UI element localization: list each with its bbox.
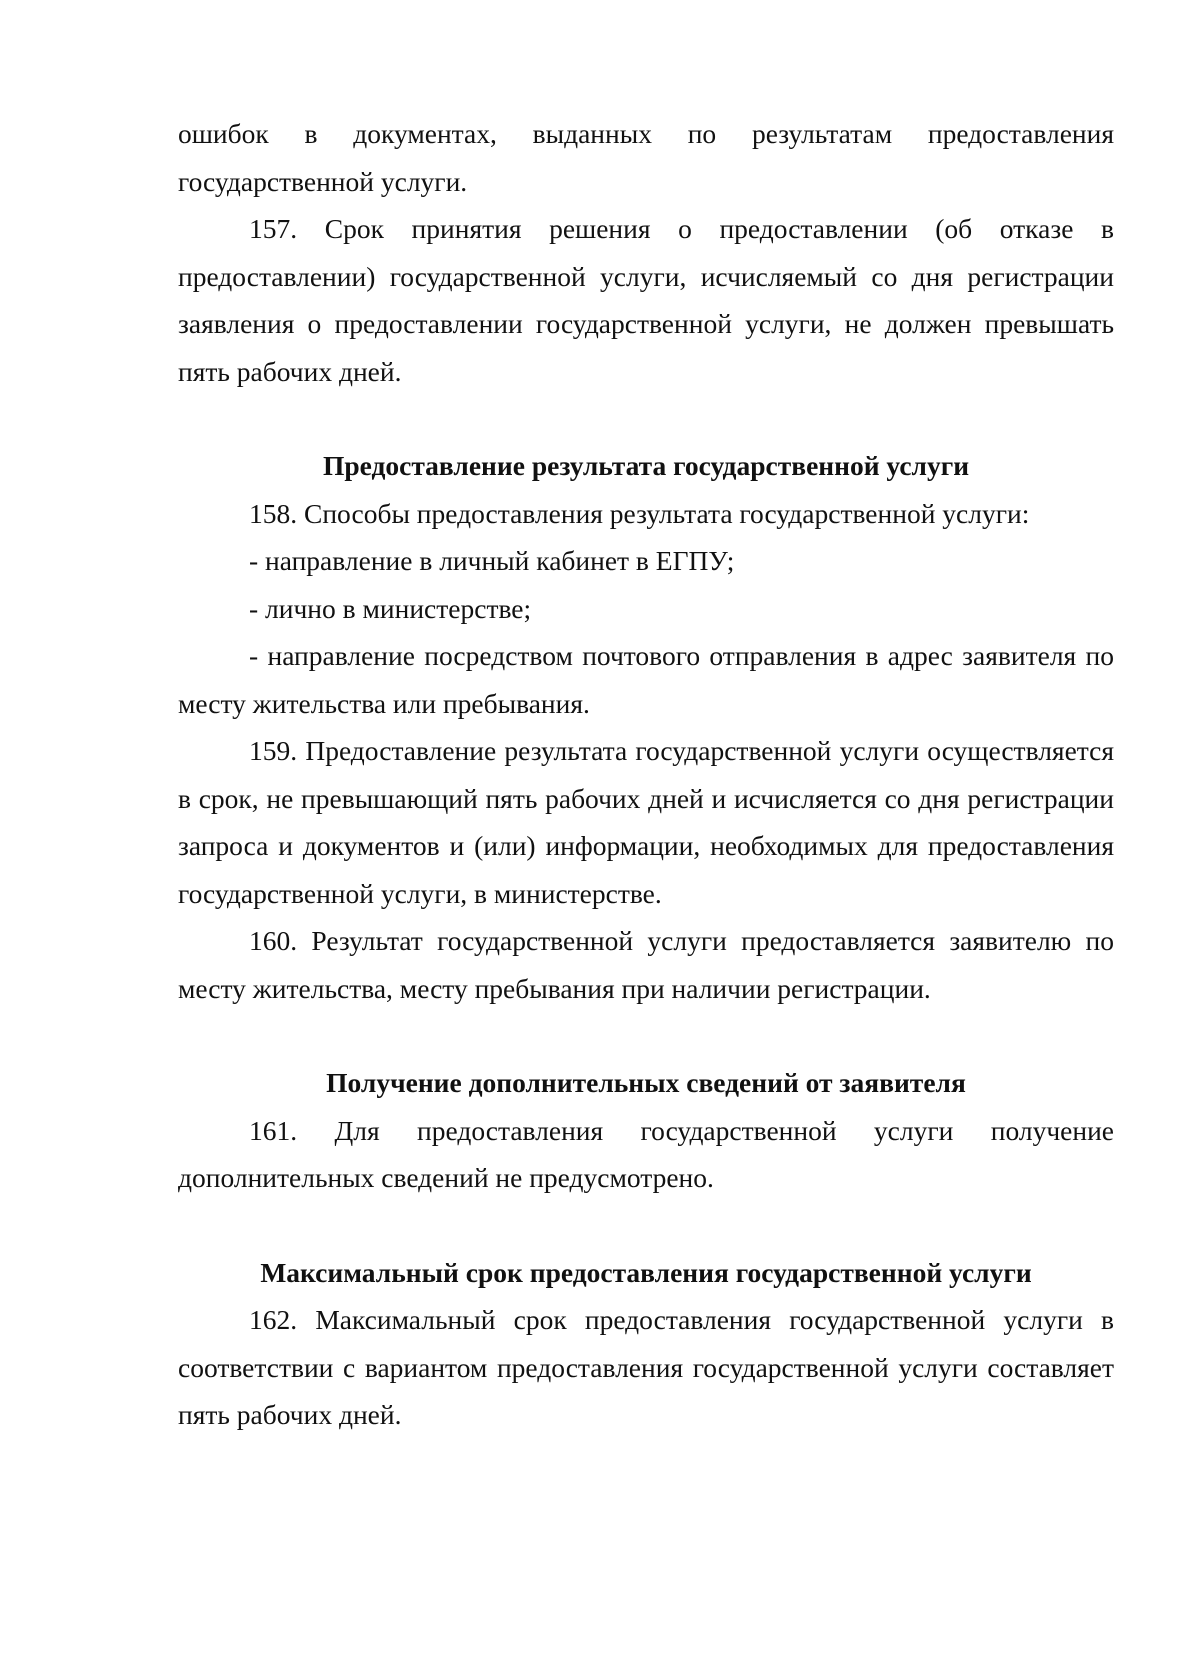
continuation-text-line2: государственной услуги. xyxy=(178,165,468,197)
document-page xyxy=(178,110,1114,1439)
spacer xyxy=(178,1012,1114,1059)
list-item: - лично в министерстве; xyxy=(249,592,532,624)
heading-max-term: Максимальный срок предоставления государственной услуги xyxy=(260,1256,1032,1288)
heading-additional-info: Получение дополнительных сведений от заявителя xyxy=(326,1067,966,1098)
paragraph-159: 159. Предоставление результата государственной услуги осуществляется в срок, не превышающий пять рабочих дней и исчисляется со дня регистрации запроса и документов и (или) информации, необходимых для предоставления государственной услуги, в министерстве. xyxy=(178,735,1114,909)
paragraph-162: 162. Максимальный срок предоставления государственной услуги в соответствии с вариантом предоставления государственной услуги составляет пять рабочих дней. xyxy=(178,1304,1114,1430)
spacer xyxy=(178,395,1114,442)
paragraph-160: 160. Результат государственной услуги предоставляется заявителю по месту жительства, месту пребывания при наличии регистрации. xyxy=(178,925,1114,1004)
list-item: - направление в личный кабинет в ЕГПУ; xyxy=(249,545,735,576)
paragraph-161: 161. Для предоставления государственной услуги получение дополнительных сведений не предусмотрено. xyxy=(178,1114,1114,1193)
spacer xyxy=(178,1202,1114,1249)
heading-result-provision: Предоставление результата государственной услуги xyxy=(322,450,970,481)
paragraph-157: 157. Срок принятия решения о предоставлении (об отказе в предоставлении) государственной услуги, исчисляемый со дня регистрации заявления о предоставлении государственной услуги, не должен превышать пять рабочих дней. xyxy=(178,213,1114,387)
continuation-text-line1: ошибок в документах, выданных по результатам предоставления xyxy=(178,118,1114,149)
list-item: - направление посредством почтового отправления в адрес заявителя по месту жительства или пребывания. xyxy=(178,640,1114,719)
paragraph-158: 158. Способы предоставления результата государственной услуги: xyxy=(249,497,1030,529)
